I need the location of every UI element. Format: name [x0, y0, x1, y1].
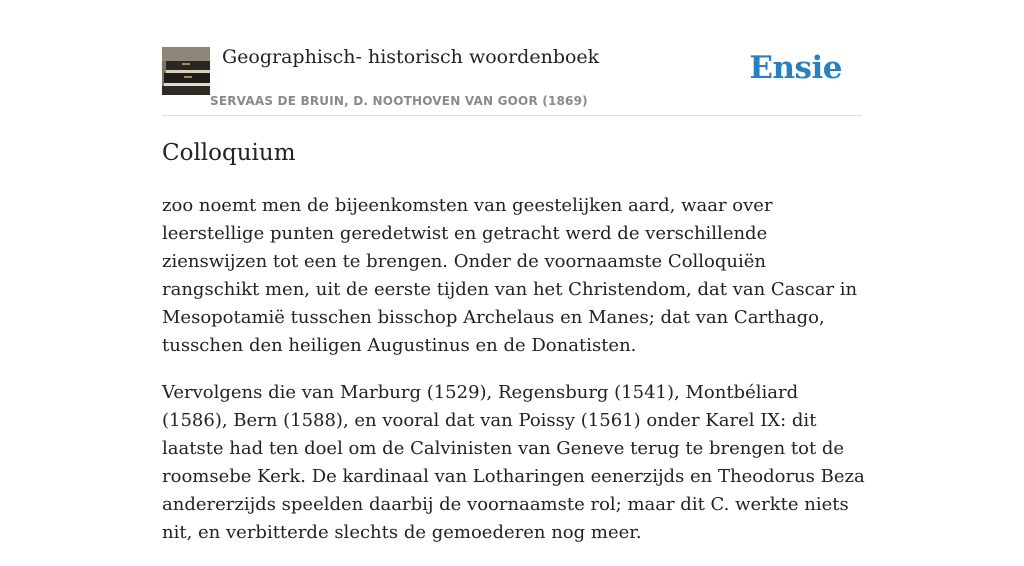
book-cover-avatar[interactable]	[162, 47, 210, 95]
book-title[interactable]: Geographisch- historisch woordenboek	[222, 46, 600, 68]
books-icon	[162, 47, 210, 95]
entry-paragraph: zoo noemt men de bijeenkomsten van geestelijken aard, waar over leerstellige punten geredetwist en getracht werd de verschillende zienswijzen tot een te brengen. Onder de voornaamste Colloquiën rangschikt men, uit de eerste tijden van het Christendom, dat van Cascar in Mesopotamië tusschen bisschop Archelaus en Manes; dat van Carthago, tusschen den heiligen Augustinus en de Donatisten.	[162, 195, 858, 356]
book-header	[162, 0, 862, 116]
book-authors: SERVAAS DE BRUIN, D. NOOTHOVEN VAN GOOR (1869)	[210, 94, 588, 108]
entry-title: Colloquium	[162, 140, 296, 166]
entry-paragraph: Vervolgens die van Marburg (1529), Regensburg (1541), Montbéliard (1586), Bern (1588), en vooral dat van Poissy (1561) onder Karel IX: dit laatste had ten doel om de Calvinisten van Geneve terug te brengen tot de roomsebe Kerk. De kardinaal van Lotharingen eenerzijds en Theodorus Beza andererzijds speelden daarbij de voornaamste rol; maar dit C. werkte niets nit, en verbitterde slechts de gemoederen nog meer.	[162, 382, 865, 543]
entry-body	[162, 192, 867, 566]
ensie-logo[interactable]: Ensie	[749, 50, 842, 86]
